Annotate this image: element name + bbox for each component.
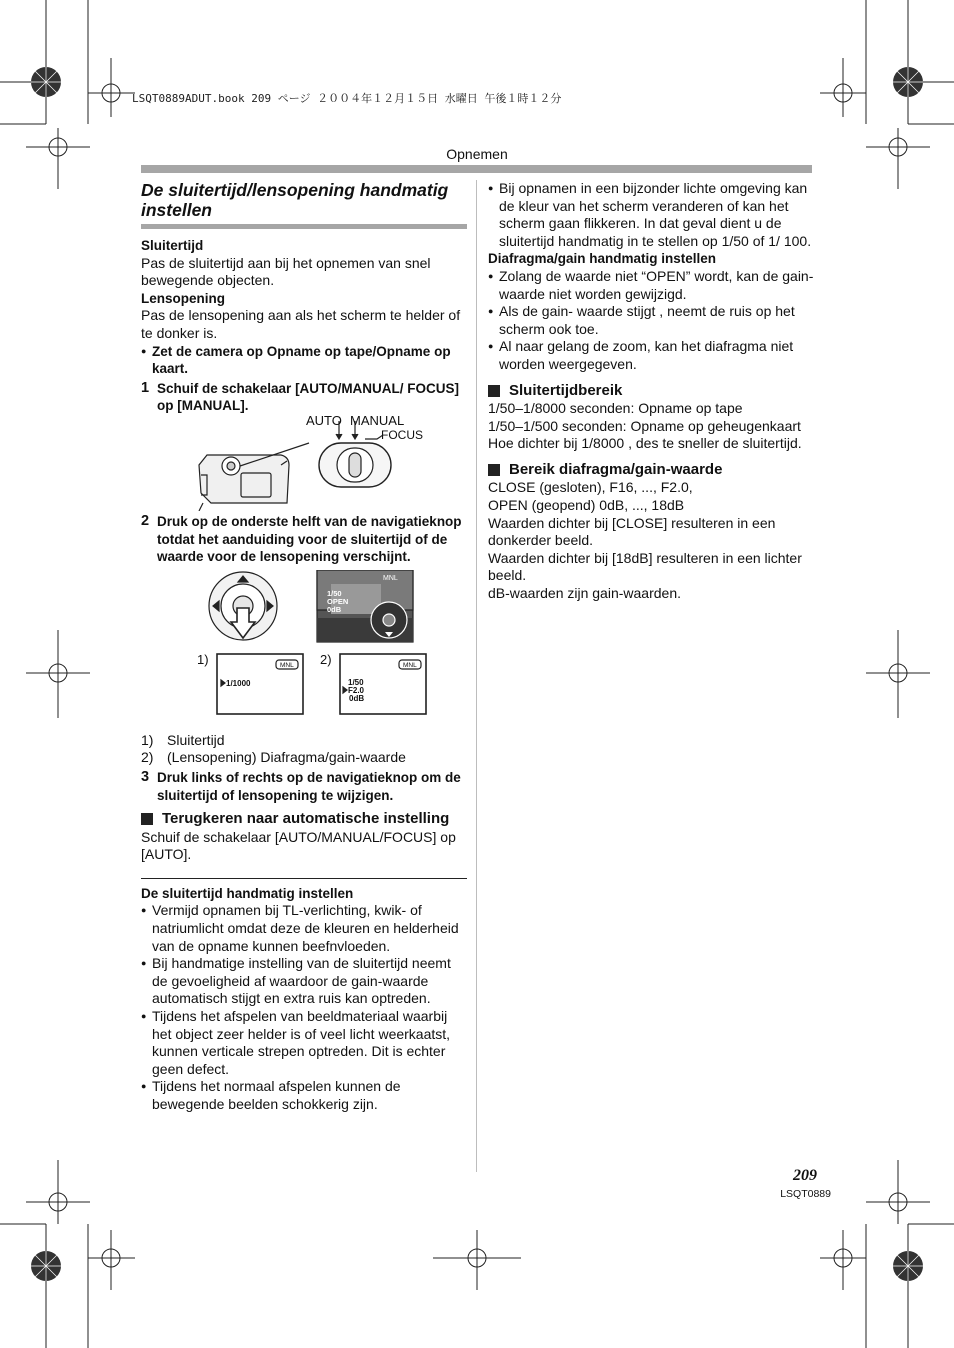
- note-item: ● Tijdens het afspelen van beeldmateriaal waarbij het object zeer helder is of veel licht weerkaatst, kunnen verticale strepen optreden. Dit is echter geen defect.: [141, 1008, 467, 1078]
- screen-2-line2: F2.0: [348, 685, 365, 695]
- switch-label-focus: FOCUS: [381, 427, 423, 442]
- legend-number: 1): [141, 731, 154, 748]
- aperture-range-line: Waarden dichter bij [CLOSE] resulteren in een donkerder beeld.: [488, 514, 776, 549]
- document-code: LSQT0889: [780, 1188, 831, 1200]
- navigation-drawing: [141, 570, 467, 732]
- screen-2-label: 2): [320, 651, 332, 667]
- step-3: [141, 769, 467, 804]
- shutter-text: Pas de sluitertijd aan bij het opnemen van snel bewegende objecten.: [141, 254, 431, 289]
- note-item: ● Tijdens het normaal afspelen kunnen de bewegende beelden schokkerig zijn.: [141, 1078, 467, 1113]
- range-line: 1/50–1/8000 seconden: Opname op tape: [488, 400, 743, 417]
- return-heading-text: Terugkeren naar automatische instelling: [162, 810, 450, 828]
- screen-1-mnl: MNL: [280, 661, 294, 669]
- screen-2-line3: 0dB: [349, 693, 365, 703]
- step-text: Druk op de onderste helft van de navigatieknop totdat het aanduiding voor de sluitertijd of de waarde voor de lensopening verschijnt.: [157, 513, 462, 565]
- switch-label-auto: AUTO: [306, 414, 342, 428]
- legend-item: [141, 732, 467, 750]
- notes-divider: [141, 878, 467, 879]
- notes-heading: De sluitertijd handmatig instellen: [141, 885, 354, 901]
- step-text: Schuif de schakelaar [AUTO/MANUAL/ FOCUS] op [MANUAL].: [157, 380, 460, 414]
- screen-1-value: 1/1000: [226, 678, 251, 688]
- aperture-range-heading-text: Bereik diafragma/gain-waarde: [509, 460, 723, 478]
- switch-illustration: [141, 415, 467, 511]
- square-bullet-icon: [488, 385, 500, 397]
- aperture-text: Pas de lensopening aan als het scherm te helder of te donker is.: [141, 307, 461, 341]
- page-number: 209: [793, 1167, 817, 1184]
- screen-2-line1: 1/50: [348, 677, 364, 687]
- page-title: De sluitertijd/lensopening handmatig instellen: [141, 180, 467, 229]
- shutter-range-heading-text: Sluitertijdbereik: [509, 381, 623, 399]
- step-2: [141, 513, 467, 566]
- step-number: 3: [141, 768, 150, 785]
- screen-1-label: 1): [197, 651, 209, 667]
- left-column: [141, 180, 467, 1114]
- aperture-range-line: dB-waarden zijn gain-waarden.: [488, 584, 681, 601]
- step-1: [141, 380, 467, 415]
- navigation-illustration: [141, 570, 467, 732]
- light-bullet: ● Bij opnamen in een bijzonder lichte omgeving kan de kleur van het scherm veranderen of kan het scherm gaan flikkeren. In dat geval dient u de sluitertijd handmatig in te stellen op 1/50 of 1/ 100.: [488, 180, 814, 250]
- switch-label-manual: MANUAL: [350, 414, 405, 428]
- screen-2-mnl: MNL: [403, 661, 417, 669]
- return-heading: [141, 810, 467, 829]
- lcd-photo-line3: 0dB: [327, 604, 342, 614]
- prep-bullet: ● Zet de camera op Opname op tape/Opname op kaart.: [141, 343, 467, 378]
- gain-bullet: ● Zolang de waarde niet “OPEN” wordt, kan de gain- waarde niet worden gewijzigd.: [488, 268, 814, 303]
- section-rule: [141, 165, 812, 173]
- gain-heading: Diafragma/gain handmatig instellen: [488, 251, 717, 267]
- square-bullet-icon: [488, 464, 500, 476]
- aperture-range-line: CLOSE (gesloten), F16, ..., F2.0,: [488, 479, 693, 496]
- aperture-heading: Lensopening: [141, 290, 225, 306]
- step-number: 2: [141, 512, 150, 529]
- lcd-photo-mnl: MNL: [383, 574, 398, 582]
- gain-bullet: ● Als de gain- waarde stijgt , neemt de ruis op het scherm ook toe.: [488, 303, 814, 338]
- square-bullet-icon: [141, 813, 153, 825]
- return-text: Schuif de schakelaar [AUTO/MANUAL/FOCUS] op [AUTO].: [141, 828, 456, 863]
- lcd-photo-line1: 1/50: [327, 588, 342, 598]
- legend-number: 2): [141, 749, 154, 766]
- range-line: 1/50–1/500 seconden: Opname op geheugenkaart: [488, 417, 801, 434]
- lcd-photo-line2: OPEN: [327, 596, 349, 606]
- aperture-range-heading: [488, 461, 814, 480]
- right-column: [488, 180, 814, 602]
- shutter-heading: Sluitertijd: [141, 238, 204, 253]
- gain-bullet: ● Al naar gelang de zoom, kan het diafragma niet worden weergegeven.: [488, 338, 814, 373]
- range-line: Hoe dichter bij 1/8000 , des te sneller de sluitertijd.: [488, 435, 802, 452]
- legend-text: (Lensopening) Diafragma/gain-waarde: [167, 749, 406, 766]
- camera-switch-drawing: [141, 415, 467, 511]
- note-item: ● Bij handmatige instelling van de sluitertijd neemt de gevoeligheid af waardoor de gain-waarde automatisch stijgt en extra ruis kan optreden.: [141, 955, 467, 1008]
- shutter-range-heading: [488, 382, 814, 401]
- note-item: ● Vermijd opnamen bij TL-verlichting, kwik- of natriumlicht omdat deze de kleuren en helderheid van de opname kunnen beefnvloeden.: [141, 902, 467, 955]
- step-text: Druk links of rechts op de navigatieknop om de sluitertijd of lensopening te wijzigen.: [157, 769, 461, 803]
- section-label: Opnemen: [446, 146, 508, 162]
- legend-item: [141, 749, 467, 767]
- aperture-range-line: OPEN (geopend) 0dB, ..., 18dB: [488, 496, 685, 513]
- aperture-range-line: Waarden dichter bij [18dB] resulteren in een lichter beeld.: [488, 549, 802, 584]
- column-divider: [476, 180, 477, 1172]
- print-header: LSQT0889ADUT.book 209 ページ ２００４年１２月１５日 水曜日 午後１時１２分: [132, 92, 562, 105]
- legend-text: Sluitertijd: [167, 731, 225, 748]
- step-number: 1: [141, 379, 150, 396]
